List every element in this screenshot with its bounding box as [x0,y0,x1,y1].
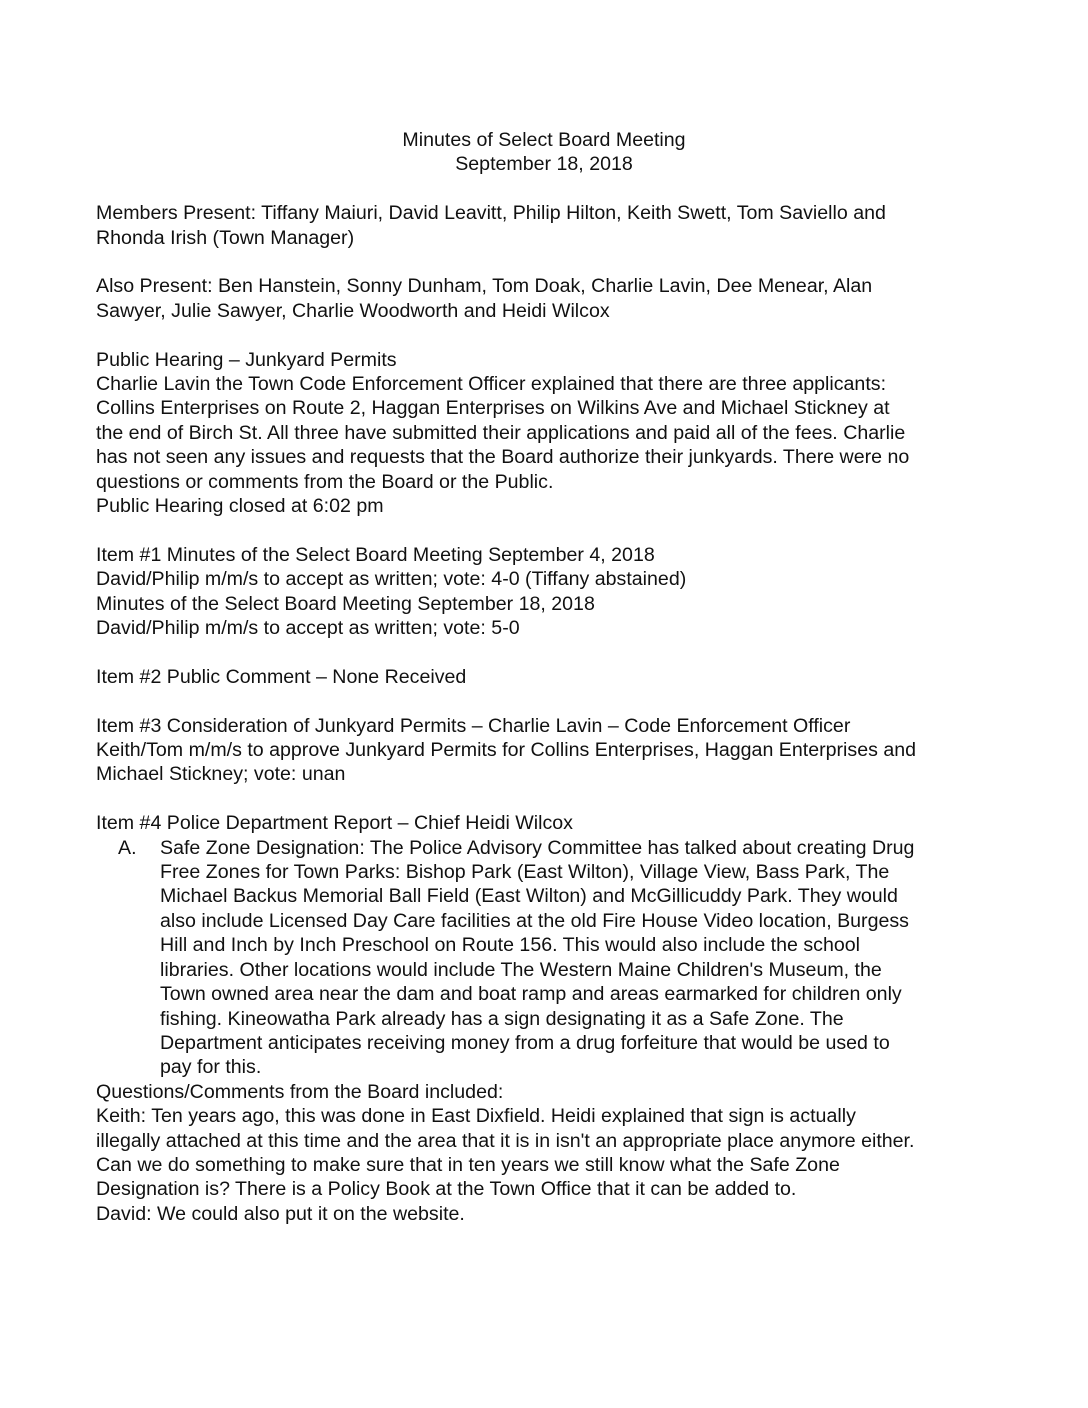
document-title [0,128,1088,177]
text-line: Questions/Comments from the Board included: [96,1080,504,1103]
text-line: illegally attached at this time and the area that it is in isn't an appropriate place anymore either. [96,1129,915,1152]
list-marker: A. [118,836,137,859]
text-line: Keith: Ten years ago, this was done in East Dixfield. Heidi explained that sign is actually [96,1105,856,1128]
section-heading: Item #2 Public Comment – None Received [96,665,467,688]
text-line: Safe Zone Designation: The Police Advisory Committee has talked about creating Drug [160,836,915,859]
text-line: Rhonda Irish (Town Manager) [96,226,355,249]
text-line: Free Zones for Town Parks: Bishop Park (East Wilton), Village View, Bass Park, The [160,861,890,884]
item2-section [96,665,996,689]
text-line: has not seen any issues and requests that the Board authorize their junkyards. There were no [96,446,910,469]
item1-section [96,543,996,641]
text-line: Charlie Lavin the Town Code Enforcement Officer explained that there are three applicants: [96,373,887,396]
item4-list [96,836,996,1080]
text-line: Keith/Tom m/m/s to approve Junkyard Permits for Collins Enterprises, Haggan Enterprises and [96,739,917,762]
also-present [96,274,996,323]
members-present [96,201,996,250]
text-line: Can we do something to make sure that in ten years we still know what the Safe Zone [96,1153,840,1176]
text-line: Department anticipates receiving money from a drug forfeiture that would be used to [160,1031,890,1054]
text-line: Collins Enterprises on Route 2, Haggan Enterprises on Wilkins Ave and Michael Stickney at [96,397,890,420]
text-line: David/Philip m/m/s to accept as written; vote: 5-0 [96,617,520,640]
text-line: also include Licensed Day Care facilities at the old Fire House Video location, Burgess [160,909,909,932]
text-line: questions or comments from the Board or the Public. [96,470,554,493]
item3-section [96,714,996,787]
list-item [96,836,996,1080]
public-hearing-section [96,348,996,519]
title-line: Minutes of Select Board Meeting [402,129,686,151]
section-heading: Public Hearing – Junkyard Permits [96,348,397,371]
text-line: Hill and Inch by Inch Preschool on Route 156. This would also include the school [160,934,860,957]
section-heading: Item #1 Minutes of the Select Board Meeting September 4, 2018 [96,543,655,566]
text-line: Members Present: Tiffany Maiuri, David Leavitt, Philip Hilton, Keith Swett, Tom Saviello and [96,202,886,225]
section-heading: Item #3 Consideration of Junkyard Permits – Charlie Lavin – Code Enforcement Officer [96,714,851,737]
title-date: September 18, 2018 [455,153,633,176]
text-line: Minutes of the Select Board Meeting September 18, 2018 [96,592,595,615]
text-line: pay for this. [160,1056,262,1079]
text-line: Sawyer, Julie Sawyer, Charlie Woodworth and Heidi Wilcox [96,299,610,322]
text-line: fishing. Kineowatha Park already has a sign designating it as a Safe Zone. The [160,1007,844,1030]
minutes-document [96,128,996,1226]
text-line: Town owned area near the dam and boat ramp and areas earmarked for children only [160,983,902,1006]
item4-section [96,811,996,1226]
text-line: Michael Backus Memorial Ball Field (East Wilton) and McGillicuddy Park. They would [160,885,898,908]
text-line: the end of Birch St. All three have submitted their applications and paid all of the fees. Charlie [96,421,906,444]
text-line: David: We could also put it on the website. [96,1202,465,1225]
text-line: Michael Stickney; vote: unan [96,763,346,786]
text-line: David/Philip m/m/s to accept as written; vote: 4-0 (Tiffany abstained) [96,568,687,591]
text-line: Public Hearing closed at 6:02 pm [96,495,384,518]
text-line: Also Present: Ben Hanstein, Sonny Dunham, Tom Doak, Charlie Lavin, Dee Menear, Alan [96,275,873,298]
text-line: Designation is? There is a Policy Book at the Town Office that it can be added to. [96,1178,797,1201]
text-line: libraries. Other locations would include The Western Maine Children's Museum, the [160,958,882,981]
section-heading: Item #4 Police Department Report – Chief Heidi Wilcox [96,812,573,835]
